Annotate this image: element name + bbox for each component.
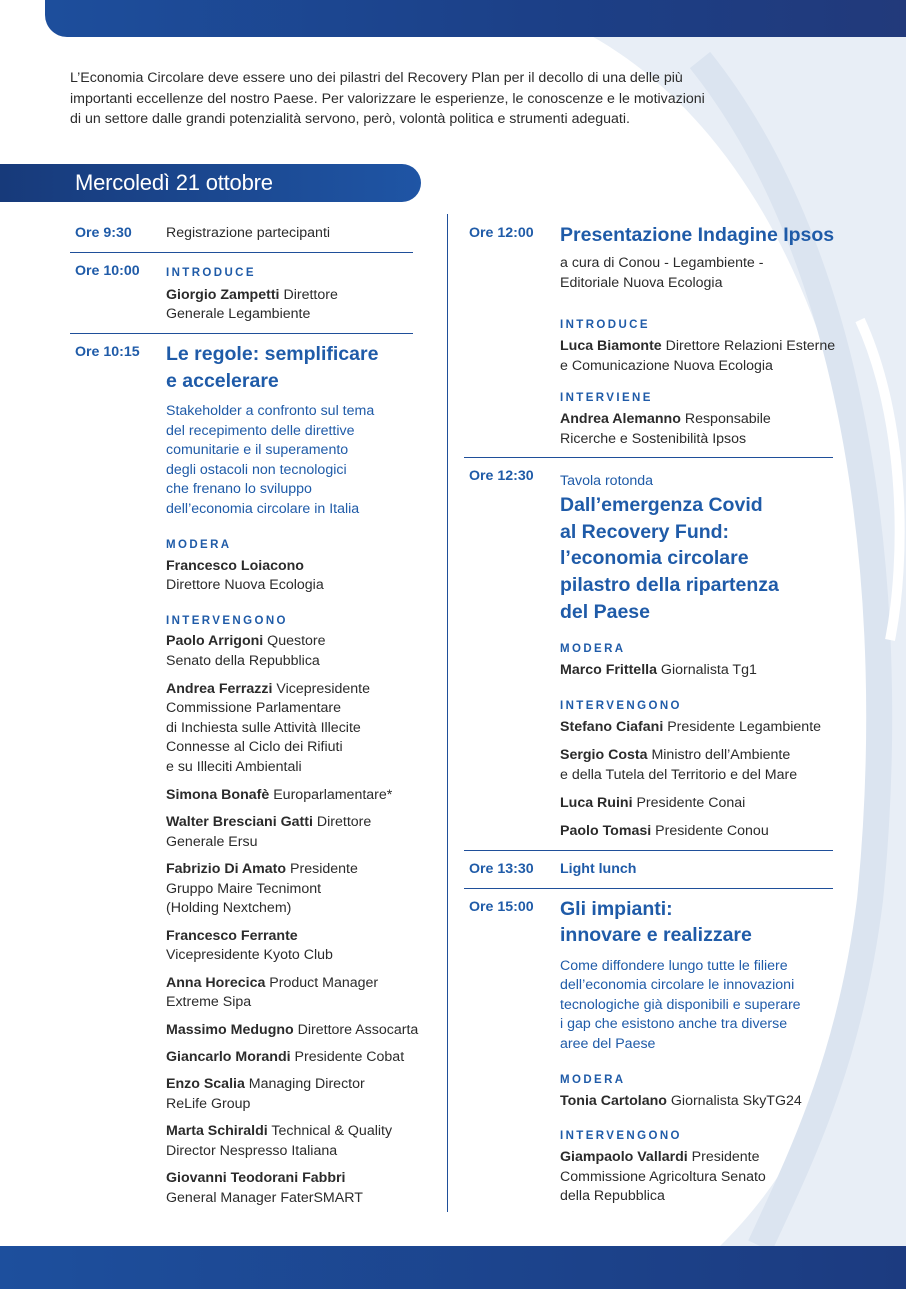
top-header-bar [45, 0, 906, 37]
speaker [166, 813, 371, 833]
speaker-name: Francesco Loiacono [166, 558, 304, 574]
session-description: Come diffondere lungo tutte le filiere [560, 958, 788, 974]
speaker-role-line: e Comunicazione Nuova Ecologia [560, 358, 773, 374]
speaker-name: Sergio Costa [560, 747, 648, 763]
speaker [166, 1021, 418, 1041]
role-label: MODERA [166, 539, 232, 551]
session-description: del recepimento delle direttive [166, 423, 355, 439]
session-description: aree del Paese [560, 1036, 656, 1052]
speaker-role-line: e della Tutela del Territorio e del Mare [560, 767, 798, 783]
speaker-name: Tonia Cartolano [560, 1093, 667, 1109]
speaker-role-line: Ricerche e Sostenibilità Ipsos [560, 431, 747, 447]
session-title: pilastro della ripartenza [560, 574, 779, 596]
session-subtitle: Editoriale Nuova Ecologia [560, 275, 723, 291]
speaker [560, 746, 790, 766]
session-text: Light lunch [560, 861, 637, 877]
speaker-role-line: Generale Legambiente [166, 306, 311, 322]
speaker-role: Product Manager [265, 975, 379, 991]
session-title: e accelerare [166, 370, 279, 392]
session-time: Ore 12:00 [469, 225, 534, 241]
speaker [560, 661, 757, 681]
speaker-name: Massimo Medugno [166, 1022, 294, 1038]
speaker [560, 410, 771, 430]
session-divider [464, 888, 833, 889]
session-description: comunitarie e il superamento [166, 442, 349, 458]
speaker-role: Technical & Quality [267, 1123, 393, 1139]
session-kicker: Tavola rotonda [560, 473, 654, 489]
speaker-role: Presidente Conai [632, 795, 746, 811]
speaker-name: Marta Schiraldi [166, 1123, 268, 1139]
speaker [560, 822, 769, 842]
speaker-role-line: Director Nespresso Italiana [166, 1143, 338, 1159]
speaker-role: Managing Director [244, 1076, 365, 1092]
session-description: dell’economia circolare in Italia [166, 501, 360, 517]
role-label: MODERA [560, 643, 626, 655]
session-divider [70, 252, 413, 253]
speaker-role-line: General Manager FaterSMART [166, 1190, 363, 1206]
speaker [166, 680, 370, 700]
role-label: INTRODUCE [560, 319, 650, 331]
speaker [166, 1048, 404, 1068]
speaker-role: Direttore [279, 287, 338, 303]
session-title: Le regole: semplificare [166, 343, 379, 365]
speaker-role: Direttore [312, 814, 372, 830]
speaker-role-line: Generale Ersu [166, 834, 258, 850]
speaker-role: Presidente Legambiente [663, 719, 822, 735]
session-time: Ore 13:30 [469, 861, 534, 877]
speaker [560, 1092, 802, 1112]
intro-line: di un settore dalle grandi potenzialità servono, però, volontà politica e strumenti adeguati. [70, 111, 630, 127]
role-label: INTRODUCE [166, 267, 256, 279]
speaker [166, 786, 392, 806]
speaker-role: Direttore Assocarta [293, 1022, 419, 1038]
session-time: Ore 9:30 [75, 225, 132, 241]
speaker-name: Fabrizio Di Amato [166, 861, 287, 877]
role-label: INTERVENGONO [560, 1130, 682, 1142]
role-label: INTERVENGONO [166, 615, 288, 627]
speaker-name: Giovanni Teodorani Fabbri [166, 1170, 346, 1186]
date-banner [0, 164, 421, 202]
session-divider [464, 850, 833, 851]
speaker-role-line: Vicepresidente Kyoto Club [166, 947, 333, 963]
speaker-role: Presidente Conou [651, 823, 769, 839]
speaker-role: Europarlamentare* [269, 787, 393, 803]
speaker-role: Vicepresidente [272, 681, 370, 697]
speaker [166, 1122, 392, 1142]
session-title: Presentazione Indagine Ipsos [560, 224, 835, 246]
speaker-name: Giorgio Zampetti [166, 287, 280, 303]
speaker-name: Paolo Arrigoni [166, 633, 264, 649]
speaker-role: Direttore Relazioni Esterne [661, 338, 836, 354]
session-description: i gap che esistono anche tra diverse [560, 1016, 788, 1032]
speaker-role: Giornalista Tg1 [656, 662, 757, 678]
session-time: Ore 12:30 [469, 468, 534, 484]
speaker-role-line: Extreme Sipa [166, 994, 252, 1010]
speaker [166, 632, 326, 652]
session-subtitle: a cura di Conou - Legambiente - [560, 255, 764, 271]
speaker-name: Walter Bresciani Gatti [166, 814, 313, 830]
speaker-role-line: Gruppo Maire Tecnimont [166, 881, 322, 897]
speaker-name: Giancarlo Morandi [166, 1049, 291, 1065]
speaker-name: Luca Ruini [560, 795, 633, 811]
speaker-role: Ministro dell’Ambiente [647, 747, 791, 763]
speaker-role-line: di Inchiesta sulle Attività Illecite [166, 720, 361, 736]
session-title: innovare e realizzare [560, 924, 752, 946]
intro-line: L’Economia Circolare deve essere uno dei pilastri del Recovery Plan per il decollo di una delle più [70, 70, 683, 86]
speaker-role: Questore [263, 633, 326, 649]
speaker-role: Presidente Cobat [290, 1049, 405, 1065]
speaker-name: Simona Bonafè [166, 787, 270, 803]
speaker-name: Francesco Ferrante [166, 928, 298, 944]
speaker-role: Presidente [286, 861, 358, 877]
speaker [166, 860, 358, 880]
intro-line: importanti eccellenze del nostro Paese. Per valorizzare le esperienze, le conoscenze e le motivazioni [70, 90, 705, 107]
speaker-name: Marco Frittella [560, 662, 657, 678]
speaker-name: Anna Horecica [166, 975, 266, 991]
speaker [166, 974, 378, 994]
speaker-name: Paolo Tomasi [560, 823, 652, 839]
speaker-name: Giampaolo Vallardi [560, 1149, 688, 1165]
speaker-name: Luca Biamonte [560, 338, 662, 354]
speaker-role-line: Direttore Nuova Ecologia [166, 577, 324, 593]
session-description: tecnologiche già disponibili e superare [560, 997, 801, 1013]
speaker-role-line: (Holding Nextchem) [166, 900, 292, 916]
speaker-role-line: e su Illeciti Ambientali [166, 759, 302, 775]
column-divider [447, 214, 448, 1212]
speaker [166, 286, 338, 306]
speaker-role-line: Connesse al Ciclo dei Rifiuti [166, 739, 343, 755]
speaker-role-line: Senato della Repubblica [166, 653, 320, 669]
date-title: Mercoledì 21 ottobre [75, 170, 273, 195]
session-title: l’economia circolare [560, 547, 749, 569]
session-title: Gli impianti: [560, 898, 673, 920]
speaker-role: Giornalista SkyTG24 [666, 1093, 802, 1109]
bottom-footer-bar [0, 1246, 906, 1289]
session-text: Registrazione partecipanti [166, 225, 331, 241]
session-description: Stakeholder a confronto sul tema [166, 403, 375, 419]
session-description: degli ostacoli non tecnologici [166, 462, 347, 478]
session-divider [464, 457, 833, 458]
session-time: Ore 15:00 [469, 899, 534, 915]
speaker-role-line: della Repubblica [560, 1188, 665, 1204]
intro-paragraph [70, 68, 770, 130]
role-label: INTERVENGONO [560, 700, 682, 712]
session-title: del Paese [560, 601, 650, 623]
session-description: che frenano lo sviluppo [166, 481, 312, 497]
speaker-role-line: ReLife Group [166, 1096, 251, 1112]
speaker-name: Enzo Scalia [166, 1076, 245, 1092]
session-title: Dall’emergenza Covid [560, 494, 763, 516]
speaker-name: Andrea Alemanno [560, 411, 681, 427]
speaker [166, 1075, 365, 1095]
session-time: Ore 10:00 [75, 263, 140, 279]
speaker-role: Responsabile [680, 411, 771, 427]
session-divider [70, 333, 413, 334]
speaker [560, 718, 821, 738]
speaker [560, 337, 835, 357]
speaker-name: Andrea Ferrazzi [166, 681, 273, 697]
speaker-role-line: Commissione Parlamentare [166, 700, 342, 716]
speaker-role-line: Commissione Agricoltura Senato [560, 1169, 766, 1185]
speaker [560, 1148, 760, 1168]
session-time: Ore 10:15 [75, 344, 140, 360]
session-title: al Recovery Fund: [560, 521, 730, 543]
role-label: INTERVIENE [560, 392, 653, 404]
speaker [560, 794, 745, 814]
session-description: dell’economia circolare le innovazioni [560, 977, 795, 993]
speaker-role: Presidente [687, 1149, 760, 1165]
role-label: MODERA [560, 1074, 626, 1086]
speaker-name: Stefano Ciafani [560, 719, 664, 735]
